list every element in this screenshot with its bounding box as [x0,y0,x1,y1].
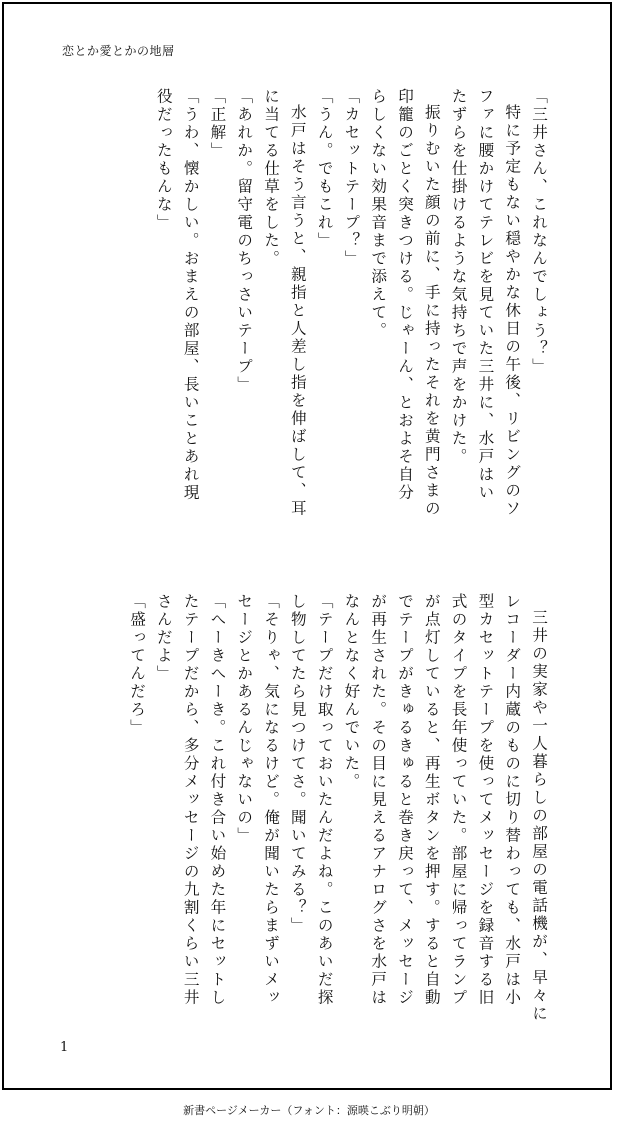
page-number: 1 [60,1040,69,1055]
text-block-top [52,88,552,518]
paragraph: 「あれか。留守電のちっさいテープ」 [235,88,254,394]
paragraph: 振りむいた顔の前に、手に持ったそれを黄門さまの印籠のごとく突きつける。じゃーん、とおよそ自分らしくない効果音まで添えて。 [369,88,441,518]
paragraph: 「そりゃ、気になるけど。俺が聞いたらまずいメッセージとかあるんじゃないの」 [235,593,281,1007]
footer-credit: 新書ページメーカー（フォント：源暎こぶり明朝） [183,1104,435,1117]
paragraph: 「三井さん、これなんでしょう？」 [530,88,548,376]
paragraph: 「カセットテープ？」 [342,88,361,268]
paragraph: 「うわ、懐かしい。おまえの部屋、長いことあれ現役だったもんな」 [154,88,200,502]
paragraph: 三井の実家や一人暮らしの部屋の電話機が、早々にレコーダー内蔵のものに切り替わっても、水戸は小型カセットテープを使ってメッセージを録音する旧式のタイプを長年使っていた。部屋に帰ってランプが点灯していると、再生ボタンを押す。すると自動でテープがきゅるきゅると巻き戻って、メッセージが再生された。その目に見えるアナログさを水戸はなんとなく好んでいた。 [342,593,548,1023]
paragraph: 「テープだけ取っておいたんだよね。このあいだ探し物してたら見つけてさ。聞いてみる？」 [288,593,334,1007]
paragraph: 水戸はそう言うと、親指と人差し指を伸ばして、耳に当てる仕草をした。 [262,88,307,518]
paragraph: 「盛ってんだろ」 [128,593,147,737]
paragraph: 「うん。でもこれ」 [315,88,334,250]
paragraph: 「正解」 [208,88,227,160]
running-head: 恋とか愛とかの地層 [62,44,175,58]
paragraph: 「へーきへーき。これ付き合い始めた年にセットしたテープだから、多分メッセージの九割くらい三井さんだよ」 [154,593,227,1007]
book-page [2,2,612,1090]
text-block-bottom [52,593,552,1023]
paragraph: 特に予定もない穏やかな休日の午後、リビングのソファに腰かけてテレビを見ていた三井に、水戸はいたずらを仕掛けるような気持ちで声をかけた。 [449,88,522,518]
